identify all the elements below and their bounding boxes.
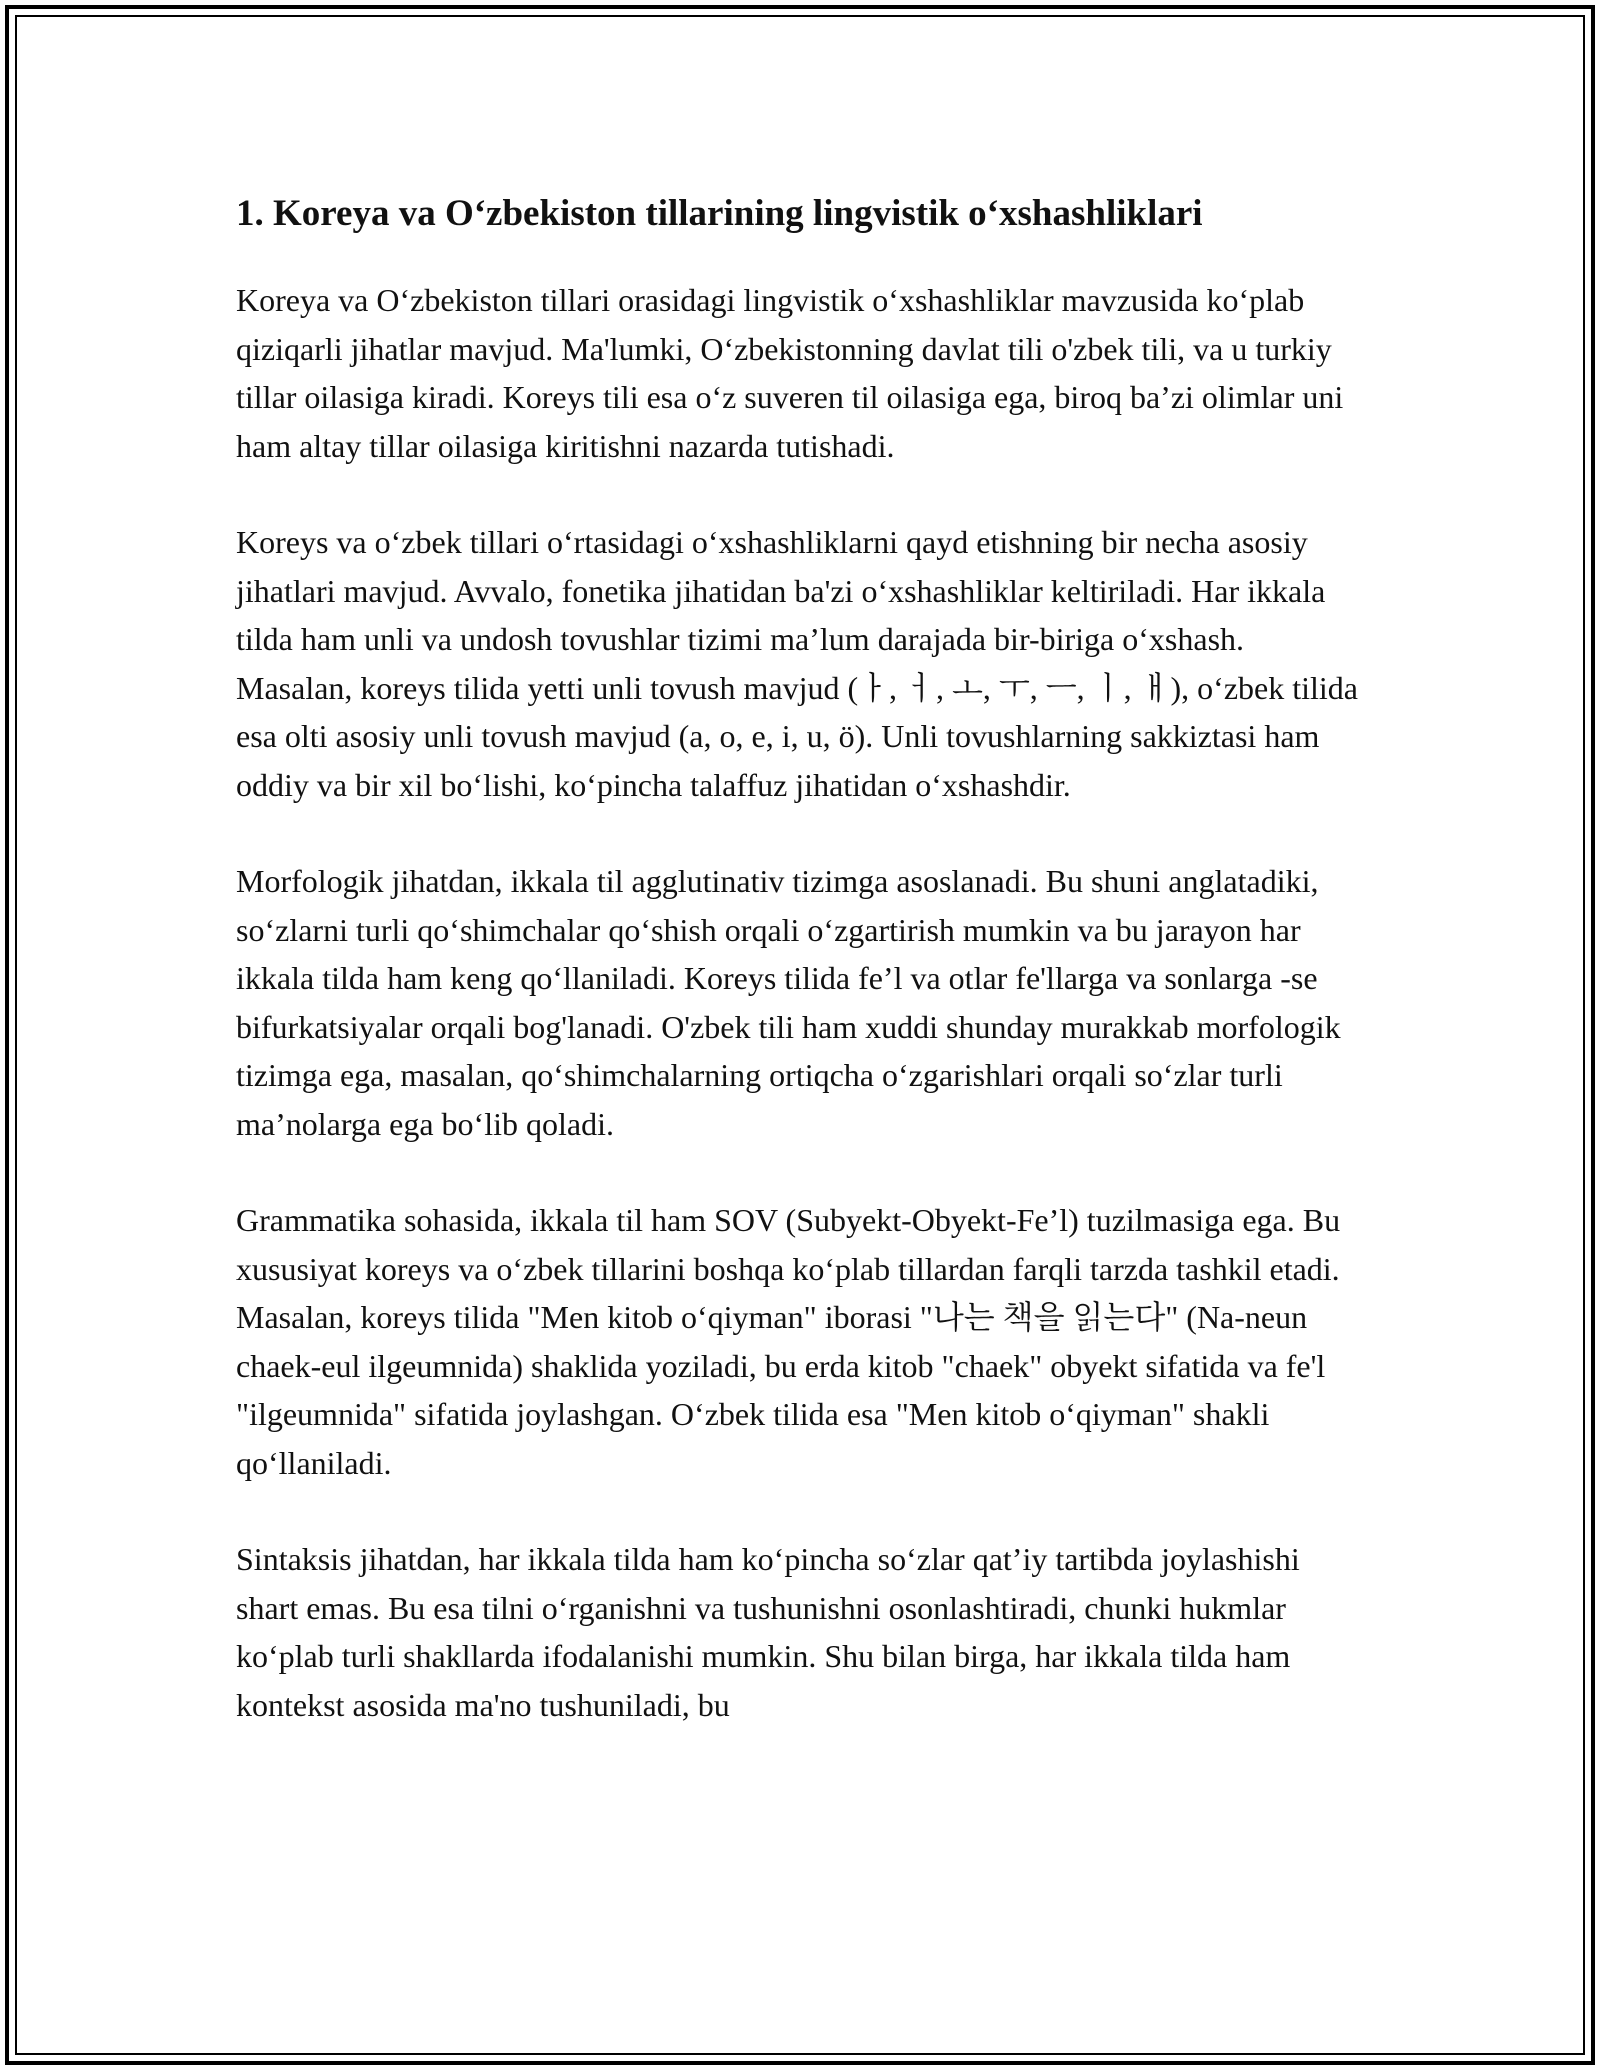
section-heading: 1. Koreya va O‘zbekiston tillarining lingvistik o‘xshashliklari [236,193,1203,234]
paragraph-1: Koreya va O‘zbekiston tillari orasidagi lingvistik o‘xshashliklar mavzusida ko‘plab qiziqarli jihatlar mavjud. Ma'lumki, O‘zbekistonning davlat tili o'zbek tili, va u turkiy tillar oilasiga kiradi. Koreys tili esa o‘z suveren til oilasiga ega, biroq ba’zi olimlar uni ham altay tillar oilasiga kiritishni nazarda tutishadi. [236,282,1344,464]
paragraph-2: Koreys va o‘zbek tillari o‘rtasidagi o‘xshashliklarni qayd etishning bir necha asosiy jihatlari mavjud. Avvalo, fonetika jihatidan ba'zi o‘xshashliklar keltiriladi. Har ikkala tilda ham unli va undosh tovushlar tizimi ma’lum darajada bir-biriga o‘xshash. Masalan, koreys tilida yetti unli tovush mavjud (ㅏ, ㅓ, ㅗ, ㅜ, ㅡ, ㅣ, ㅐ), o‘zbek tilida esa olti asosiy unli tovush mavjud (a, o, e, i, u, ö). Unli tovushlarning sakkiztasi ham oddiy va bir xil bo‘lishi, ko‘pincha talaffuz jihatidan o‘xshashdir. [236,524,1358,803]
document-body [236,186,1366,1777]
paragraph-5: Sintaksis jihatdan, har ikkala tilda ham ko‘pincha so‘zlar qat’iy tartibda joylashishi shart emas. Bu esa tilni o‘rganishni va tushunishni osonlashtiradi, chunki hukmlar ko‘plab turli shakllarda ifodalanishi mumkin. Shu bilan birga, har ikkala tilda ham kontekst asosida ma'no tushuniladi, bu [236,1541,1300,1723]
paragraph-3: Morfologik jihatdan, ikkala til agglutinativ tizimga asoslanadi. Bu shuni anglatadiki, so‘zlarni turli qo‘shimchalar qo‘shish orqali o‘zgartirish mumkin va bu jarayon har ikkala tilda ham keng qo‘llaniladi. Koreys tilida fe’l va otlar fe'llarga va sonlarga -se bifurkatsiyalar orqali bog'lanadi. O'zbek tili ham xuddi shunday murakkab morfologik tizimga ega, masalan, qo‘shimchalarning ortiqcha o‘zgarishlari orqali so‘zlar turli ma’nolarga ega bo‘lib qoladi. [236,863,1341,1142]
paragraph-4: Grammatika sohasida, ikkala til ham SOV (Subyekt-Obyekt-Fe’l) tuzilmasiga ega. Bu xususiyat koreys va o‘zbek tillarini boshqa ko‘plab tillardan farqli tarzda tashkil etadi. Masalan, koreys tilida "Men kitob o‘qiyman" iborasi "나는 책을 읽는다" (Na-neun chaek-eul ilgeumnida) shaklida yoziladi, bu erda kitob "chaek" obyekt sifatida va fe'l "ilgeumnida" sifatida joylashgan. O‘zbek tilida esa "Men kitob o‘qiyman" shakli qo‘llaniladi. [236,1202,1341,1481]
